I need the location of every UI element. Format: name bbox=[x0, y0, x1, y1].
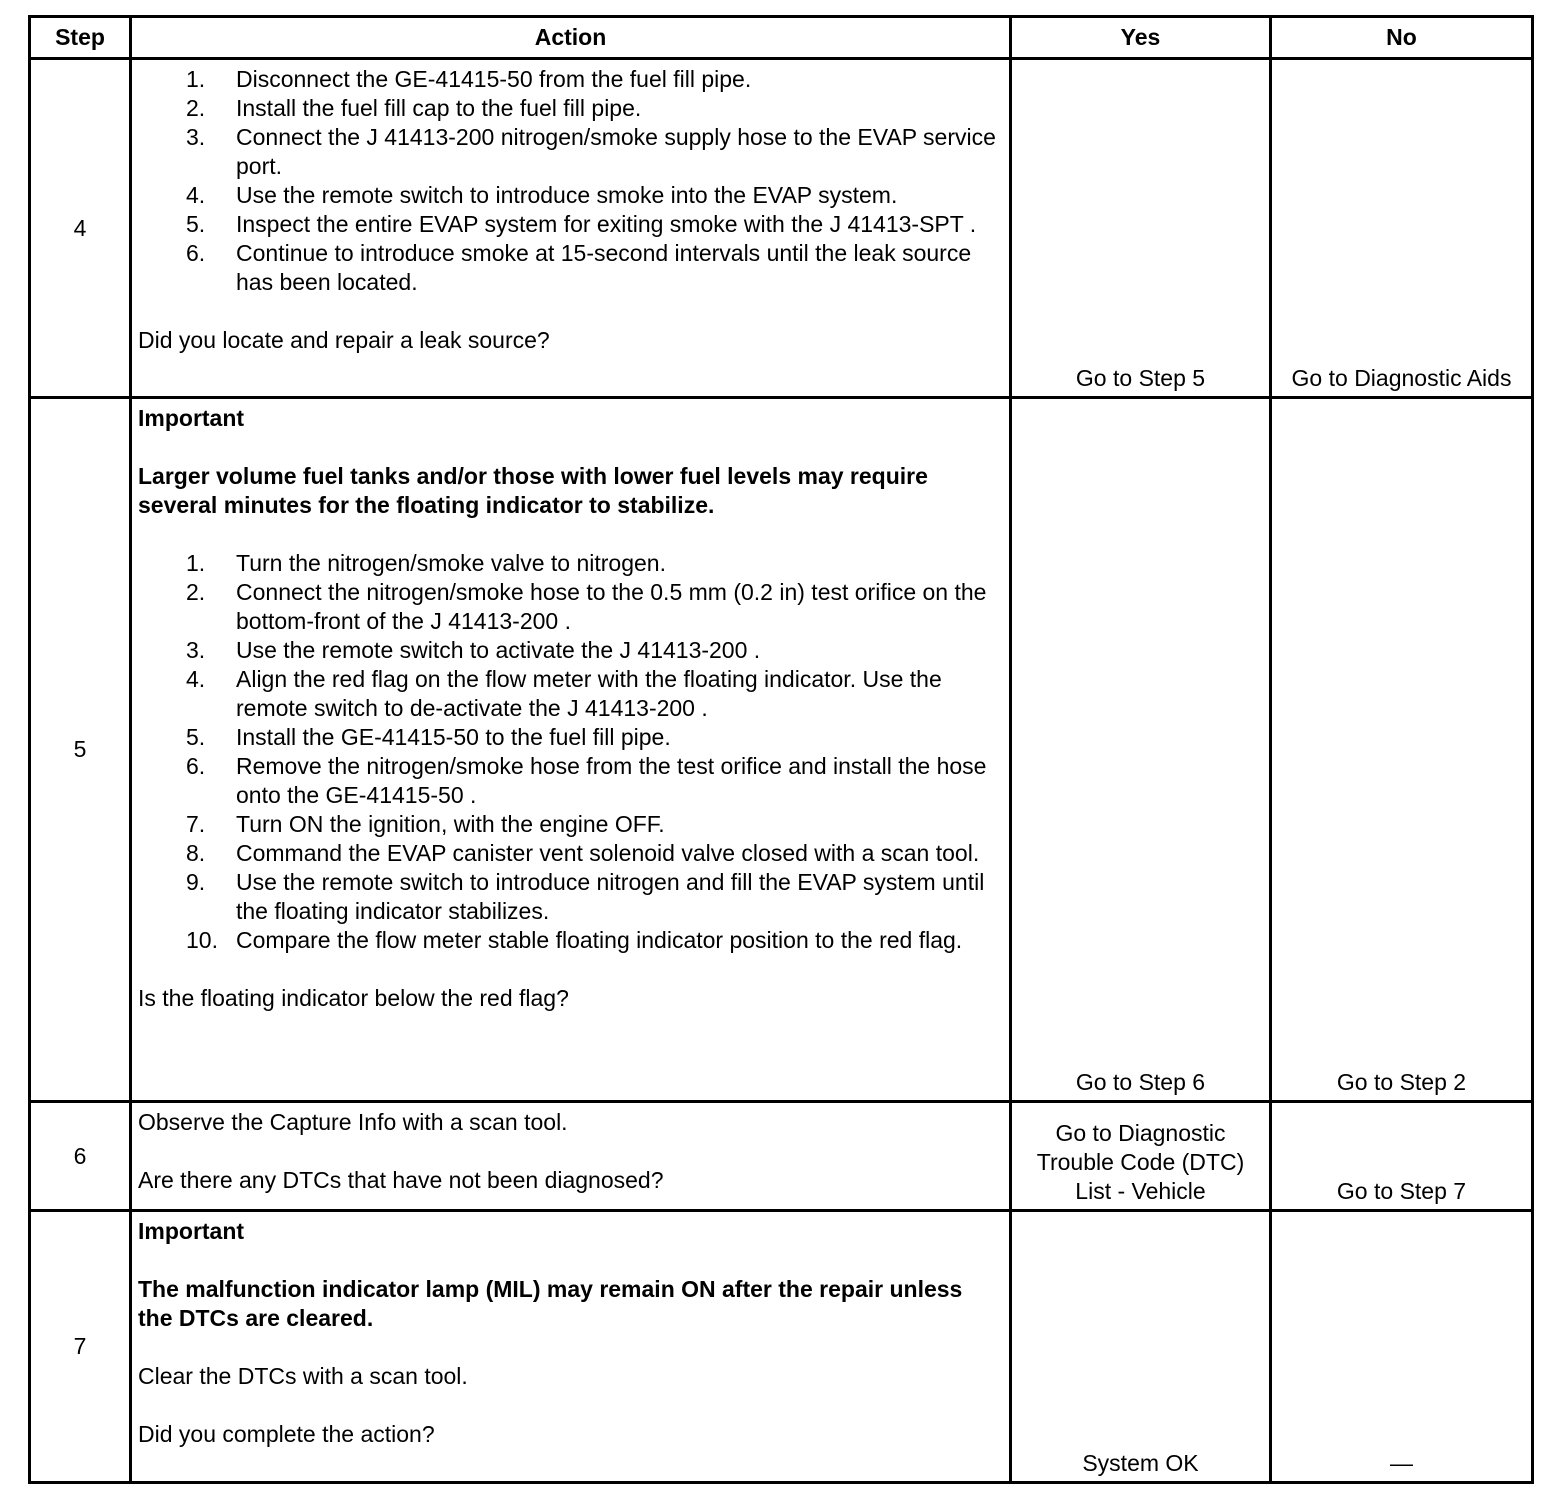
list-item: 4. Align the red flag on the flow meter with the floating indicator. Use the remote switch to de-activate the J 41413-200 . bbox=[186, 666, 942, 721]
list-item: 1. Disconnect the GE-41415-50 from the fuel fill pipe. bbox=[186, 66, 752, 92]
list-item: 5. Inspect the entire EVAP system for exiting smoke with the J 41413-SPT . bbox=[186, 211, 977, 237]
table-row-step-4 bbox=[30, 59, 1533, 398]
question-text: Is the floating indicator below the red flag? bbox=[138, 985, 569, 1011]
step-number: 7 bbox=[30, 1211, 131, 1483]
list-item: 4. Use the remote switch to introduce smoke into the EVAP system. bbox=[186, 182, 898, 208]
no-cell: Go to Step 2 bbox=[1271, 398, 1533, 1102]
yes-line: List - Vehicle bbox=[1075, 1178, 1206, 1204]
yes-line: Trouble Code (DTC) bbox=[1036, 1149, 1245, 1175]
list-item: 6. Remove the nitrogen/smoke hose from the test orifice and install the hose onto the GE-41415-50 . bbox=[186, 753, 987, 808]
step-list bbox=[138, 549, 1003, 955]
important-label: Important bbox=[138, 1218, 245, 1244]
question-text: Are there any DTCs that have not been diagnosed? bbox=[138, 1167, 664, 1193]
action-cell bbox=[131, 59, 1011, 398]
list-item: 7. Turn ON the ignition, with the engine OFF. bbox=[186, 811, 665, 837]
important-label: Important bbox=[138, 405, 245, 431]
action-cell bbox=[131, 398, 1011, 1102]
question-text: Did you locate and repair a leak source? bbox=[138, 327, 550, 353]
list-item: 1. Turn the nitrogen/smoke valve to nitrogen. bbox=[186, 550, 666, 576]
no-cell: Go to Diagnostic Aids bbox=[1271, 59, 1533, 398]
step-number: 4 bbox=[30, 59, 131, 398]
no-cell: Go to Step 7 bbox=[1271, 1102, 1533, 1211]
question-text: Did you complete the action? bbox=[138, 1421, 435, 1447]
step-number: 5 bbox=[30, 398, 131, 1102]
list-item: 10. Compare the flow meter stable floating indicator position to the red flag. bbox=[186, 927, 963, 953]
list-item: 9. Use the remote switch to introduce nitrogen and fill the EVAP system until the floating indicator stabilizes. bbox=[186, 869, 985, 924]
important-text: The malfunction indicator lamp (MIL) may remain ON after the repair unless the DTCs are cleared. bbox=[138, 1276, 963, 1331]
table-row-step-5 bbox=[30, 398, 1533, 1102]
list-item: 2. Install the fuel fill cap to the fuel fill pipe. bbox=[186, 95, 642, 121]
list-item: 3. Use the remote switch to activate the J 41413-200 . bbox=[186, 637, 761, 663]
action-text: Clear the DTCs with a scan tool. bbox=[138, 1363, 468, 1389]
action-cell bbox=[131, 1102, 1011, 1211]
list-item: 2. Connect the nitrogen/smoke hose to the 0.5 mm (0.2 in) test orifice on the bottom-front of the J 41413-200 . bbox=[186, 579, 987, 634]
list-item: 3. Connect the J 41413-200 nitrogen/smoke supply hose to the EVAP service port. bbox=[186, 124, 996, 179]
table-row-step-7 bbox=[30, 1211, 1533, 1483]
action-cell bbox=[131, 1211, 1011, 1483]
header-row bbox=[30, 17, 1533, 59]
diagnostic-table bbox=[28, 15, 1534, 1484]
yes-cell bbox=[1011, 1102, 1271, 1211]
header-step: Step bbox=[30, 17, 131, 59]
table-row-step-6 bbox=[30, 1102, 1533, 1211]
header-yes: Yes bbox=[1011, 17, 1271, 59]
list-item: 6. Continue to introduce smoke at 15-second intervals until the leak source has been located. bbox=[186, 240, 972, 295]
header-action: Action bbox=[131, 17, 1011, 59]
header-no: No bbox=[1271, 17, 1533, 59]
step-number: 6 bbox=[30, 1102, 131, 1211]
yes-cell: System OK bbox=[1011, 1211, 1271, 1483]
list-item: 8. Command the EVAP canister vent solenoid valve closed with a scan tool. bbox=[186, 840, 980, 866]
list-item: 5. Install the GE-41415-50 to the fuel fill pipe. bbox=[186, 724, 671, 750]
step-list bbox=[138, 65, 1003, 297]
important-text: Larger volume fuel tanks and/or those with lower fuel levels may require several minutes for the floating indicator to stabilize. bbox=[138, 463, 928, 518]
yes-cell: Go to Step 6 bbox=[1011, 398, 1271, 1102]
no-cell: — bbox=[1271, 1211, 1533, 1483]
action-text: Observe the Capture Info with a scan tool. bbox=[138, 1109, 568, 1135]
yes-line: Go to Diagnostic bbox=[1055, 1120, 1226, 1146]
yes-cell: Go to Step 5 bbox=[1011, 59, 1271, 398]
